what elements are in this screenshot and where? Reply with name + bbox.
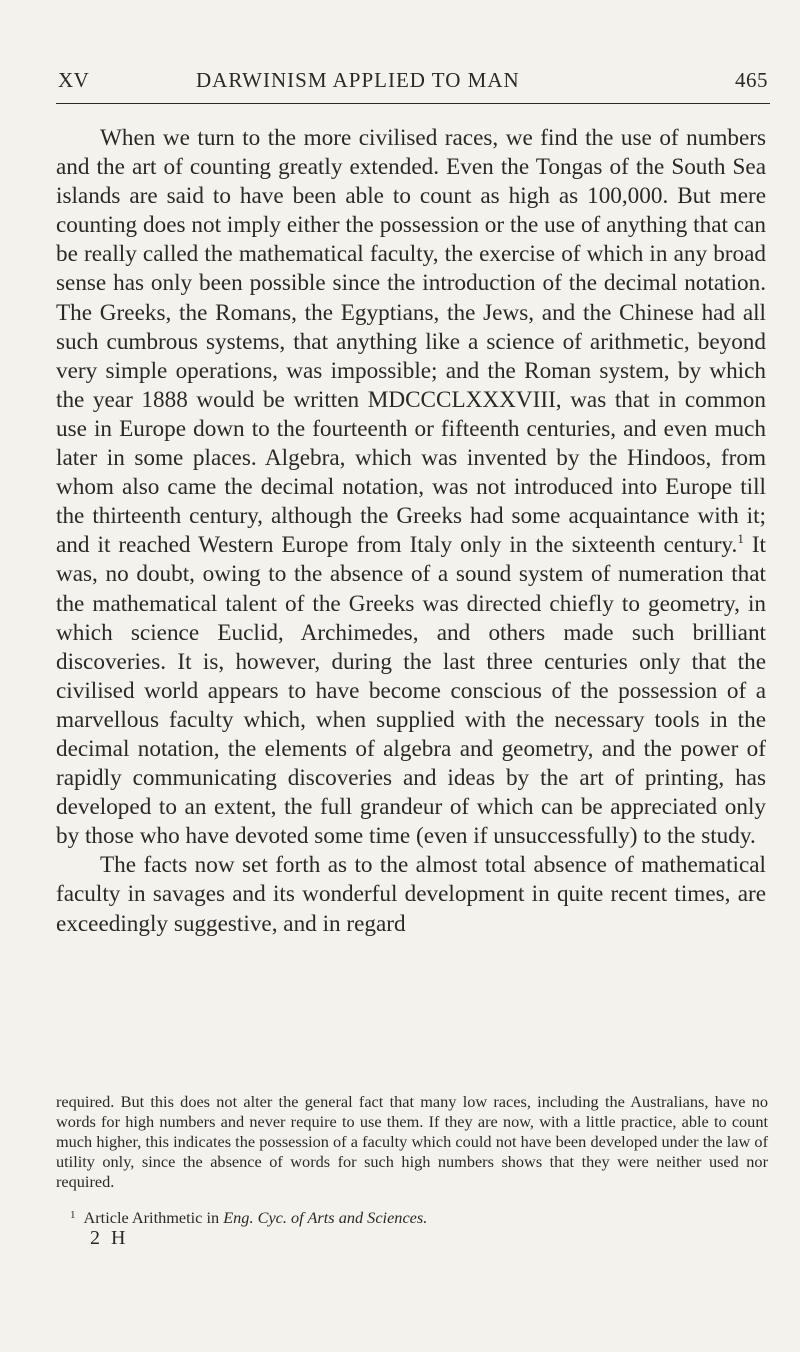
main-text (56, 124, 766, 939)
footnote-text: Article Arithmetic in (83, 1208, 224, 1227)
signature-mark: 2 H (90, 1227, 129, 1249)
footnote-marker: 1 (737, 531, 744, 547)
running-header (56, 68, 770, 98)
paragraph-text: When we turn to the more civilised races, we find the use of numbers and the art of counting greatly extended. Even the Tongas of the South Sea islands are said to have been able to count as high as 100,000. But mere counting does not imply either the possession or the use of anything that can be really called the mathematical faculty, the exercise of which in any broad sense has only been possible since the introduction of the decimal notation. The Greeks, the Romans, the Egyptians, the Jews, and the Chinese had all such cumbrous systems, that anything like a science of arithmetic, beyond very simple operations, was impossible; and the Roman system, by which the year 1888 would be written MDCCCLXXXVIII, was that in common use in Europe down to the fourteenth or fifteenth centuries, and even much later in some places. Algebra, which was invented by the Hindoos, from whom also came the decimal notation, was not introduced into Europe till the thirteenth century, although the Greeks had some acquaintance with it; and it reached Western Europe from Italy only in the sixteenth century. (56, 125, 766, 559)
running-title: DARWINISM APPLIED TO MAN (196, 68, 520, 92)
paragraph-text: It was, no doubt, owing to the absence of a sound system of numeration that the mathematical talent of the Greeks was directed chiefly to geometry, in which science Euclid, Archimedes, and others made such brilliant discoveries. It is, however, during the last three centuries only that the civilised world appears to have become conscious of the possession of a marvellous faculty which, when supplied with the necessary tools in the decimal notation, the elements of algebra and geometry, and the power of rapidly communicating discoveries and ideas by the art of printing, has developed to an extent, the full grandeur of which can be appreciated only by those who have devoted some time (even if unsuccessfully) to the study. (56, 532, 766, 850)
header-rule (56, 103, 770, 104)
paragraph (56, 124, 766, 851)
footnote-number: 1 (70, 1209, 76, 1221)
paragraph: The facts now set forth as to the almost total absence of mathematical faculty in savages and its wonderful development in quite recent times, are exceedingly suggestive, and in regard (56, 852, 766, 937)
footnote (70, 1205, 427, 1228)
chapter-number: XV (58, 68, 90, 92)
footnote-text: required. But this does not alter the general fact that many low races, including the Australians, have no words for high numbers and never require to use them. If they are now, with a little practice, able to count much higher, this indicates the possession of a faculty which could not have been developed under the law of utility only, since the absence of words for such high numbers shows that they were neither used nor required. (56, 1092, 768, 1191)
page-number: 465 (735, 68, 768, 92)
footnote-continuation (56, 1092, 768, 1192)
footnote-source: Eng. Cyc. of Arts and Sciences. (223, 1208, 428, 1227)
